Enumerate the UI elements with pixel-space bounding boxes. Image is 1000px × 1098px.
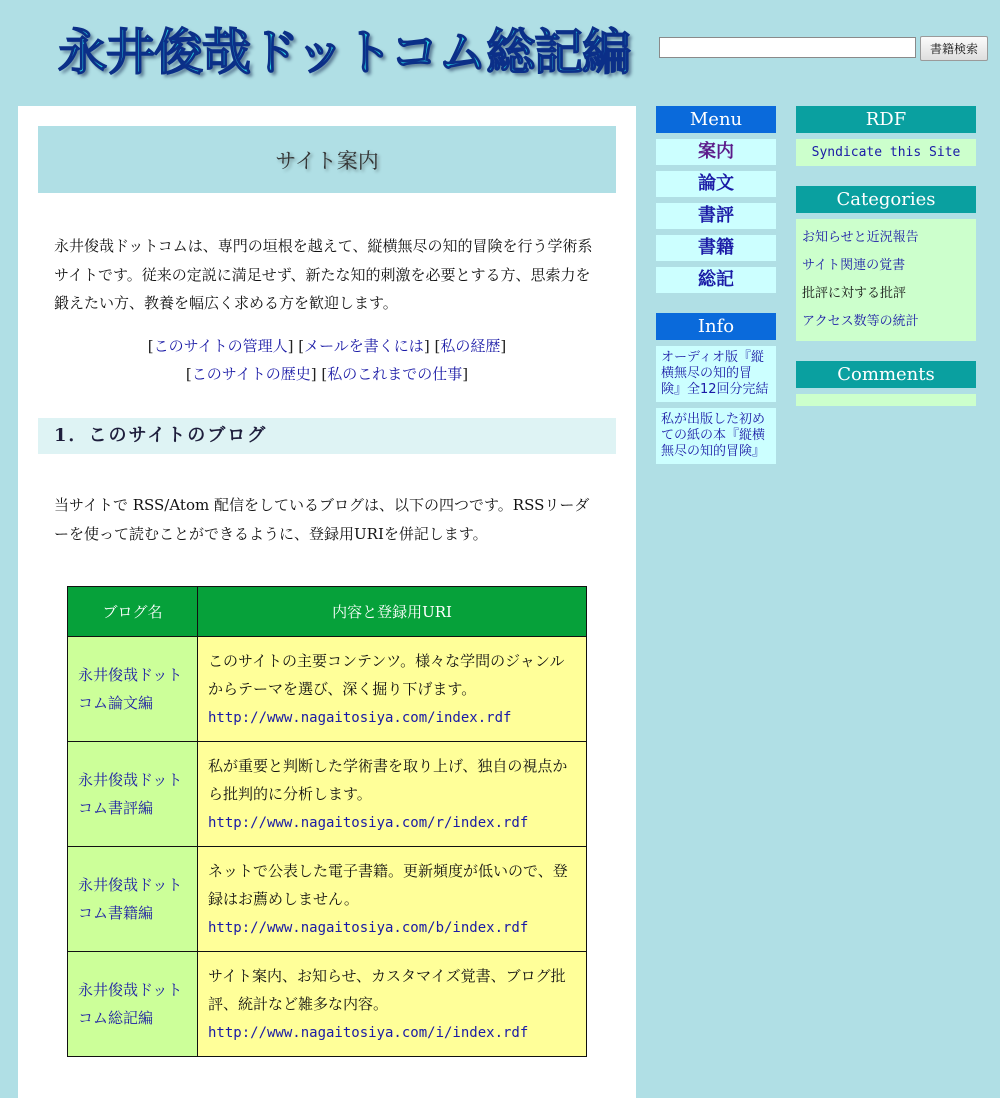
section-heading-blogs: 1．このサイトのブログ	[38, 418, 616, 454]
blog-uri-link[interactable]: http://www.nagaitosiya.com/i/index.rdf	[208, 1024, 529, 1041]
blog-name-link[interactable]: 永井俊哉ドットコム書籍編	[78, 876, 183, 922]
blog-description: ネットで公表した電子書籍。更新頻度が低いので、登録はお薦めしません。	[208, 861, 568, 908]
column-header-content-uri: 内容と登録用URI	[198, 587, 587, 637]
comments-box	[796, 394, 976, 406]
page-title: サイト案内	[38, 126, 616, 193]
blog-name-link[interactable]: 永井俊哉ドットコム書評編	[78, 771, 183, 817]
section-blogs-text: 当サイトで RSS/Atom 配信をしているブログは、以下の四つです。RSSリーダーを使って読むことができるように、登録用URIを併記します。	[54, 496, 590, 543]
blog-name-link[interactable]: 永井俊哉ドットコム論文編	[78, 666, 183, 712]
blog-description: このサイトの主要コンテンツ。様々な学問のジャンルからテーマを選び、深く掘り下げます。	[208, 651, 565, 698]
main-content	[18, 106, 636, 1098]
category-statistics[interactable]: アクセス数等の統計	[802, 314, 919, 329]
category-news[interactable]: お知らせと近況報告	[802, 230, 919, 245]
table-row	[68, 742, 587, 847]
blog-uri-link[interactable]: http://www.nagaitosiya.com/b/index.rdf	[208, 919, 529, 936]
blog-uri-link[interactable]: http://www.nagaitosiya.com/r/index.rdf	[208, 814, 529, 831]
link-site-history[interactable]: このサイトの歴史	[191, 365, 311, 383]
rdf-heading: RDF	[796, 106, 976, 133]
blog-description: サイト案内、お知らせ、カスタマイズ覚書、ブログ批評、統計など雑多な内容。	[208, 966, 566, 1013]
categories-list	[796, 219, 976, 341]
link-past-work[interactable]: 私のこれまでの仕事	[327, 365, 463, 383]
menu-heading: Menu	[656, 106, 776, 133]
menu-item-general[interactable]: 総記	[656, 267, 776, 293]
comments-heading: Comments	[796, 361, 976, 388]
column-header-blog-name: ブログ名	[68, 587, 198, 637]
categories-heading: Categories	[796, 186, 976, 213]
search-form	[659, 37, 988, 61]
blog-uri-link[interactable]: http://www.nagaitosiya.com/index.rdf	[208, 709, 512, 726]
menu-item-papers[interactable]: 論文	[656, 171, 776, 197]
menu-item-reviews[interactable]: 書評	[656, 203, 776, 229]
blog-description: 私が重要と判断した学術書を取り上げ、独自の視点から批判的に分析します。	[208, 756, 568, 803]
link-my-career[interactable]: 私の経歴	[440, 337, 501, 355]
blog-name-link[interactable]: 永井俊哉ドットコム総記編	[78, 981, 183, 1027]
menu-item-books[interactable]: 書籍	[656, 235, 776, 261]
link-site-admin[interactable]: このサイトの管理人	[153, 337, 288, 355]
table-header-row	[68, 587, 587, 637]
category-critique: 批評に対する批評	[802, 286, 907, 301]
menu-column	[656, 106, 776, 464]
about-links: [このサイトの管理人] [メールを書くには] [私の経歴] [このサイトの歴史] [私のこれまでの仕事]	[147, 337, 507, 383]
table-row	[68, 847, 587, 952]
menu-item-guide[interactable]: 案内	[656, 139, 776, 165]
table-row	[68, 637, 587, 742]
info-item-audio[interactable]: オーディオ版『縦横無尽の知的冒険』全12回分完結	[656, 346, 776, 402]
info-item-paper-book[interactable]: 私が出版した初めての紙の本『縦横無尽の知的冒険』	[656, 408, 776, 464]
link-how-to-email[interactable]: メールを書くには	[304, 337, 424, 355]
search-input[interactable]	[659, 37, 916, 58]
search-button[interactable]: 書籍検索	[920, 36, 988, 61]
right-column	[796, 106, 976, 406]
site-title[interactable]: 永井俊哉ドットコム総記編	[58, 24, 631, 81]
info-heading: Info	[656, 313, 776, 340]
intro-text: 永井俊哉ドットコムは、専門の垣根を越えて、縦横無尽の知的冒険を行う学術系サイトです。従来の定説に満足せず、新たな知的刺激を必要とする方、思索力を鍛えたい方、教養を幅広く求める方を歓迎します。	[54, 237, 593, 312]
category-site-notes[interactable]: サイト関連の覚書	[802, 258, 906, 273]
blogs-table	[67, 586, 587, 1057]
syndicate-link[interactable]: Syndicate this Site	[796, 139, 976, 166]
table-row	[68, 952, 587, 1057]
